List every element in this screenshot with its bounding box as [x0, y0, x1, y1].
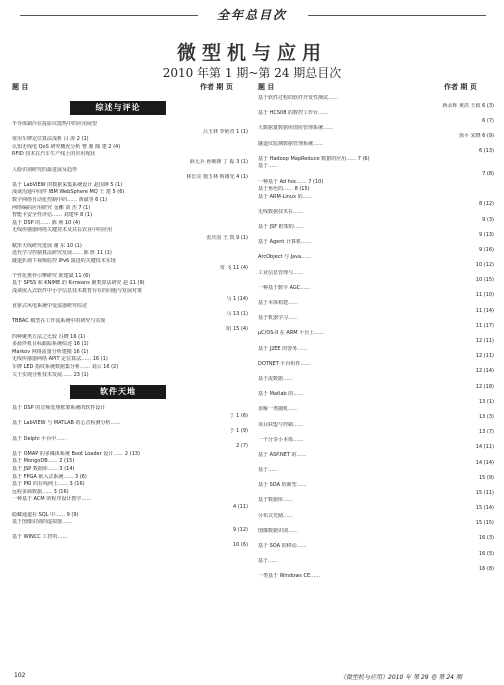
- toc-entry-title: 无线数据技术在……: [258, 208, 304, 215]
- toc-entry-title: 一种基于数字 AGC……: [258, 284, 311, 291]
- toc-entry-title: 基于图像识别的虚拟器……: [12, 519, 73, 526]
- toc-entry-author: 15 (14): [475, 505, 494, 512]
- toc-entry-title: 基于本体构建……: [258, 300, 299, 307]
- toc-entry-title: 数字网络自动化控制中的…… 黄斌等 6 (1): [12, 196, 108, 203]
- issue-title: 2010 年第 1 期~第 24 期总目次: [162, 66, 342, 80]
- toc-entry-title: 常用车牌定位算法浅析 吕 涛 2 (1): [12, 136, 89, 143]
- journal-reference: 《微型机与应用》2010 年 第 29 卷 第 24 期: [340, 674, 462, 681]
- toc-entry-title: 基于 PKI 的在线网上…… 3 (16): [12, 481, 85, 488]
- toc-entry-title: 基于数据库……: [258, 497, 294, 504]
- toc-entry-title: DOTNET 平台组件……: [258, 360, 311, 367]
- toc-entry-title: Markov 网络流量分析建模 16 (1): [12, 348, 89, 355]
- toc-entry-title: 隧道仪监测数据管理系统……: [258, 140, 324, 147]
- left-header-title: 题 目: [12, 83, 29, 91]
- toc-entry-author: 11 (17): [475, 322, 494, 329]
- toc-entry-title: 人脸识别研究的最进展及趋势: [12, 166, 78, 173]
- toc-entry-title: 半导体制冷在投影仪散热中的应用展望: [12, 121, 98, 127]
- toc-entry-title: 基于 SPSS 和 KNIME 的 K-means 聚类算法研究 赵 11 (9): [12, 280, 145, 287]
- toc-entry-title: 基于机器学习……: [258, 315, 299, 322]
- toc-entry-author: 12 (14): [475, 368, 494, 375]
- toc-entry-title: 一个分享小本体……: [258, 436, 304, 443]
- toc-entry-author: 13 (1): [478, 398, 494, 405]
- toc-entry-author: 张庆国 王 凯 9 (1): [206, 234, 248, 241]
- toc-entry-title: 分布式光储……: [258, 512, 294, 519]
- section-heading-label: 综述与评论: [70, 101, 166, 115]
- toc-entry-title: 基于 WINCC 工控的……: [12, 534, 68, 541]
- toc-entry-title: ArcObject 与 Java……: [258, 254, 312, 261]
- toc-entry-author: 蒋永辉 黄洪 王政 6 (3): [442, 102, 494, 109]
- toc-entry-author: 16 (8): [478, 565, 494, 572]
- toc-entry-title: 认知无线电 QoS 研究概况分析 曹 鼎 陶 建 2 (4): [12, 143, 121, 150]
- banner-text: 全年总目次: [216, 8, 287, 22]
- journal-title: 微型机与应用: [176, 42, 327, 64]
- toc-entry-title: 基于 DSP 的…… 陈 利 10 (4): [12, 219, 81, 226]
- toc-entry-author: 14 (14): [475, 459, 494, 466]
- toc-entry-title: 大数据量数据库图库管理系统……: [258, 125, 334, 132]
- toc-entry-title: 隧道扒刻下视频监控 IPv6 演进的关键技术实现: [12, 257, 116, 264]
- toc-entry-title: 基于 MongoDB…… 2 (15): [12, 458, 75, 465]
- section-heading: [12, 385, 248, 401]
- section-heading-label: 软件天地: [70, 385, 166, 399]
- toc-entry-title: 基于 ASP.NET 的……: [258, 451, 307, 458]
- toc-entry-author: 丁 1 (6): [229, 412, 248, 419]
- toc-entry-title: 基于……: [258, 467, 279, 474]
- toc-entry-author: 吕玉林 李艳青 1 (1): [202, 128, 248, 135]
- toc-entry-author: 马 1 (14): [226, 295, 248, 302]
- toc-entry-author: 9 (13): [478, 231, 494, 238]
- toc-entry-author: 13 (7): [478, 429, 494, 436]
- toc-entry-author: 7 (8): [482, 170, 494, 177]
- section-banner: [20, 6, 486, 24]
- toc-entry-title: 一类基于 Windows CE……: [258, 573, 321, 580]
- toc-entry-author: 12 (18): [475, 383, 494, 390]
- toc-entry-title: 基于 Matlab 的……: [258, 391, 304, 398]
- banner-rule-right: [308, 15, 486, 16]
- toc-entry-title: 基于 SOA 的新型……: [258, 482, 307, 489]
- section-heading: [12, 101, 248, 117]
- left-header-meta: 作者 期 页: [200, 83, 233, 91]
- toc-entry-author: 常 飞 11 (4): [219, 265, 248, 272]
- banner-rule-left: [20, 15, 198, 16]
- toc-entry-title: 隐藏通道在 SQL 中…… 9 (9): [12, 511, 79, 518]
- toc-entry-title: 基于 DSP 的音频处理框架系统的软件设计: [12, 405, 106, 412]
- toc-entry-title: 基于角色的…… 8 (15): [258, 186, 310, 193]
- toc-entry-author: 15 (11): [475, 489, 494, 496]
- toc-entry-title: 基于 LabVIEW 与 MATLAB 的心音检测分析……: [12, 420, 121, 427]
- toc-entry-title: 关于实现分析技术发展…… 23 (1): [12, 371, 89, 378]
- toc-entry-author: 10 (6): [232, 541, 248, 548]
- toc-entry-author: 16 (5): [478, 550, 494, 557]
- toc-entry-author: 12 (11): [475, 353, 494, 360]
- toc-entry-title: 工业信息管理与……: [258, 269, 304, 276]
- toc-entry-title: 车牌 LED 指纹系统数据集分析…… 刘云 16 (2): [12, 364, 119, 370]
- toc-entry-author: 林长亮 施玉林 蔡雄光 4 (1): [186, 174, 248, 181]
- toc-entry-title: 智能卡安全性评估…… 刘建华 8 (1): [12, 212, 93, 219]
- toc-entry-author: 15 (9): [478, 474, 494, 481]
- toc-entry-author: 6 (13): [478, 148, 494, 155]
- toc-entry-title: 基于……: [258, 558, 279, 565]
- toc-entry-title: 一种基于 Ad hoc…… 7 (10): [258, 178, 324, 185]
- right-column: [258, 95, 494, 581]
- toc-entry-title: 求解一类随机……: [258, 406, 299, 413]
- toc-entry-title: 图像数据识别……: [258, 527, 299, 534]
- right-header-meta: 作者 期 页: [444, 83, 477, 91]
- toc-entry-title: 无线传感器网络 APIT 定位算法…… 16 (1): [12, 356, 108, 363]
- toc-entry-author: 11 (10): [475, 292, 494, 299]
- toc-entry-title: 基于 J2EE 的警务……: [258, 345, 308, 352]
- toc-entry-author: 13 (3): [478, 413, 494, 420]
- toc-entry-author: 12 (11): [475, 338, 494, 344]
- toc-entry-author: 马 13 (1): [226, 310, 248, 317]
- left-column: [12, 95, 248, 549]
- toc-entry-title: 四种聚类方法之比较 冯晓 16 (1): [12, 333, 86, 340]
- toc-entry-title: 一种基于 ACM 的程序设计教学……: [12, 496, 92, 503]
- toc-entry-title: 直驱式风电系统中变流器研究综述: [12, 303, 88, 310]
- toc-entry-title: μC/OS-II 在 ARM 平台上……: [258, 330, 325, 337]
- toc-entry-author: 14 (11): [475, 444, 494, 451]
- toc-entry-author: 8 (12): [478, 201, 494, 208]
- toc-entry-author: 徐平 宋晓 6 (9): [458, 132, 494, 139]
- toc-entry-author: 16 (3): [478, 535, 494, 542]
- toc-entry-title: 基于……: [258, 163, 279, 170]
- toc-entry-title: 基于 JSP 数据库…… 3 (14): [12, 465, 75, 472]
- toc-entry-author: 于 1 (9): [229, 427, 248, 434]
- toc-entry-title: 基于 Agent 计算机……: [258, 239, 311, 246]
- toc-entry-author: 6 (7): [482, 117, 494, 124]
- toc-entry-author: 阳 15 (4): [226, 326, 248, 333]
- toc-entry-author: 10 (15): [475, 277, 494, 284]
- toc-entry-title: 赋形天线研究进展 谢 东 10 (1): [12, 242, 82, 249]
- toc-entry-title: 迭代学习控制算法研究发展…… 陈 胜 11 (1): [12, 250, 112, 257]
- toc-entry-author: 9 (3): [482, 216, 494, 223]
- toc-entry-author: 2 (7): [236, 443, 248, 450]
- toc-entry-title: 基于 FPGA 嵌入式系统…… 3 (6): [12, 473, 87, 480]
- toc-entry-title: 基于 HCS08 的数控工作台……: [258, 110, 328, 117]
- toc-entry-title: RFID 技术在汽车生产线上的应用现状: [12, 151, 96, 158]
- toc-entry-title: 基于软件过程的软件开发性测试……: [258, 95, 339, 101]
- toc-entry-title: 网络编码应用研究 金鹏 刘 杰 7 (1): [12, 204, 91, 211]
- toc-entry-author: 9 (12): [232, 526, 248, 533]
- toc-entry-title: 基于 ARM-Linux 的……: [258, 193, 313, 200]
- toc-entry-title: 多源伴机目标跟踪系统综述 16 (1): [12, 341, 89, 348]
- toc-entry-author: 15 (15): [475, 520, 494, 527]
- toc-entry-title: 基于 LabVIEW 的数据采集系统设计 赵国锋 5 (1): [12, 181, 123, 188]
- toc-entry-title: 浅谈嵌入式软件中小学信息技术教育存在的问题与发展对策: [12, 288, 143, 295]
- toc-entry-author: 10 (12): [475, 262, 494, 269]
- toc-entry-author: 4 (11): [232, 503, 248, 510]
- toc-entry-title: 无线传感器网络关键技术及其在农业中的应用: [12, 227, 113, 234]
- toc-entry-title: 远程多源数据…… 3 (16): [12, 488, 69, 495]
- toc-entry-title: 基于 Delphi 平台中……: [12, 435, 67, 442]
- toc-entry-title: 基于 JSF 框架的……: [258, 224, 304, 231]
- toc-entry-title: 项目联盟与控制……: [258, 421, 304, 428]
- toc-entry-title: 基于 OMAP 的多媒体系统 Boot Loader 设计…… 2 (13): [12, 450, 140, 457]
- toc-entry-author: 薛元兵 孙砚锋 丁 振 3 (1): [189, 158, 248, 165]
- toc-entry-title: TBBAC 模型在工作流系统中的研究与实现: [12, 318, 106, 325]
- right-header-title: 题 目: [258, 83, 275, 91]
- toc-entry-title: 个性化推荐引擎研究 欧建斌 11 (6): [12, 272, 91, 279]
- toc-entry-author: 11 (14): [475, 307, 494, 314]
- toc-entry-author: 9 (16): [478, 246, 494, 253]
- toc-entry-title: 基于 Hadoop MapReduce 数据的应用…… 7 (6): [258, 155, 370, 162]
- toc-entry-title: 浅谈沟通中间件 IBM WebSphere MQ 王 建 5 (6): [12, 189, 125, 196]
- toc-entry-title: 基于流数据……: [258, 375, 294, 382]
- toc-entry-title: 基于 SOA 的移动……: [258, 543, 307, 550]
- page-number: 102: [14, 672, 26, 679]
